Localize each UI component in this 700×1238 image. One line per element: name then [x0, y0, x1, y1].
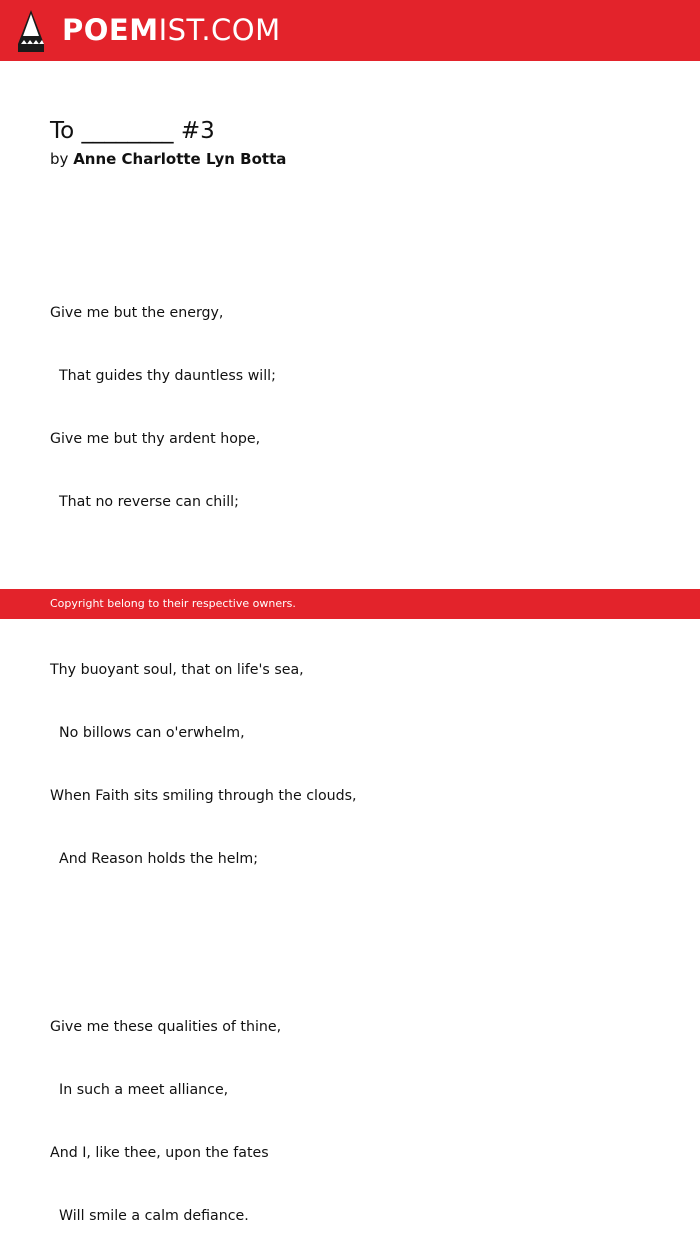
- poem-line: Thy buoyant soul, that on life's sea,: [50, 662, 304, 678]
- poem-title: To ________ #3: [50, 118, 215, 144]
- poem-line: Give me but thy ardent hope,: [50, 431, 261, 447]
- site-logo-text[interactable]: [62, 13, 281, 47]
- author-name: Anne Charlotte Lyn Botta: [73, 150, 287, 168]
- poem-line: When Faith sits smiling through the clouds,: [50, 788, 357, 804]
- brand-strong: POEM: [62, 13, 159, 47]
- poem-line: No billows can o'erwhelm,: [50, 725, 245, 741]
- pencil-icon[interactable]: [18, 10, 44, 52]
- stanza: [50, 618, 357, 912]
- poem-line: Will smile a calm defiance.: [50, 1208, 249, 1224]
- site-header: [0, 0, 700, 61]
- brand-light: IST.COM: [158, 13, 281, 47]
- poem-line: Give me these qualities of thine,: [50, 1019, 282, 1035]
- site-footer: [0, 589, 700, 619]
- stanza: [50, 261, 357, 555]
- poem-line: That no reverse can chill;: [50, 494, 239, 510]
- poem-line: And I, like thee, upon the fates: [50, 1145, 269, 1161]
- poem-line: And Reason holds the helm;: [50, 851, 259, 867]
- copyright-text: Copyright belong to their respective owners.: [50, 597, 296, 610]
- stanza: [50, 975, 357, 1238]
- poem-body: [50, 219, 357, 1238]
- by-label: by: [50, 150, 69, 168]
- byline: [50, 148, 286, 170]
- poem-line: Give me but the energy,: [50, 305, 224, 321]
- poem-line: That guides thy dauntless will;: [50, 368, 276, 384]
- poem-line: In such a meet alliance,: [50, 1082, 229, 1098]
